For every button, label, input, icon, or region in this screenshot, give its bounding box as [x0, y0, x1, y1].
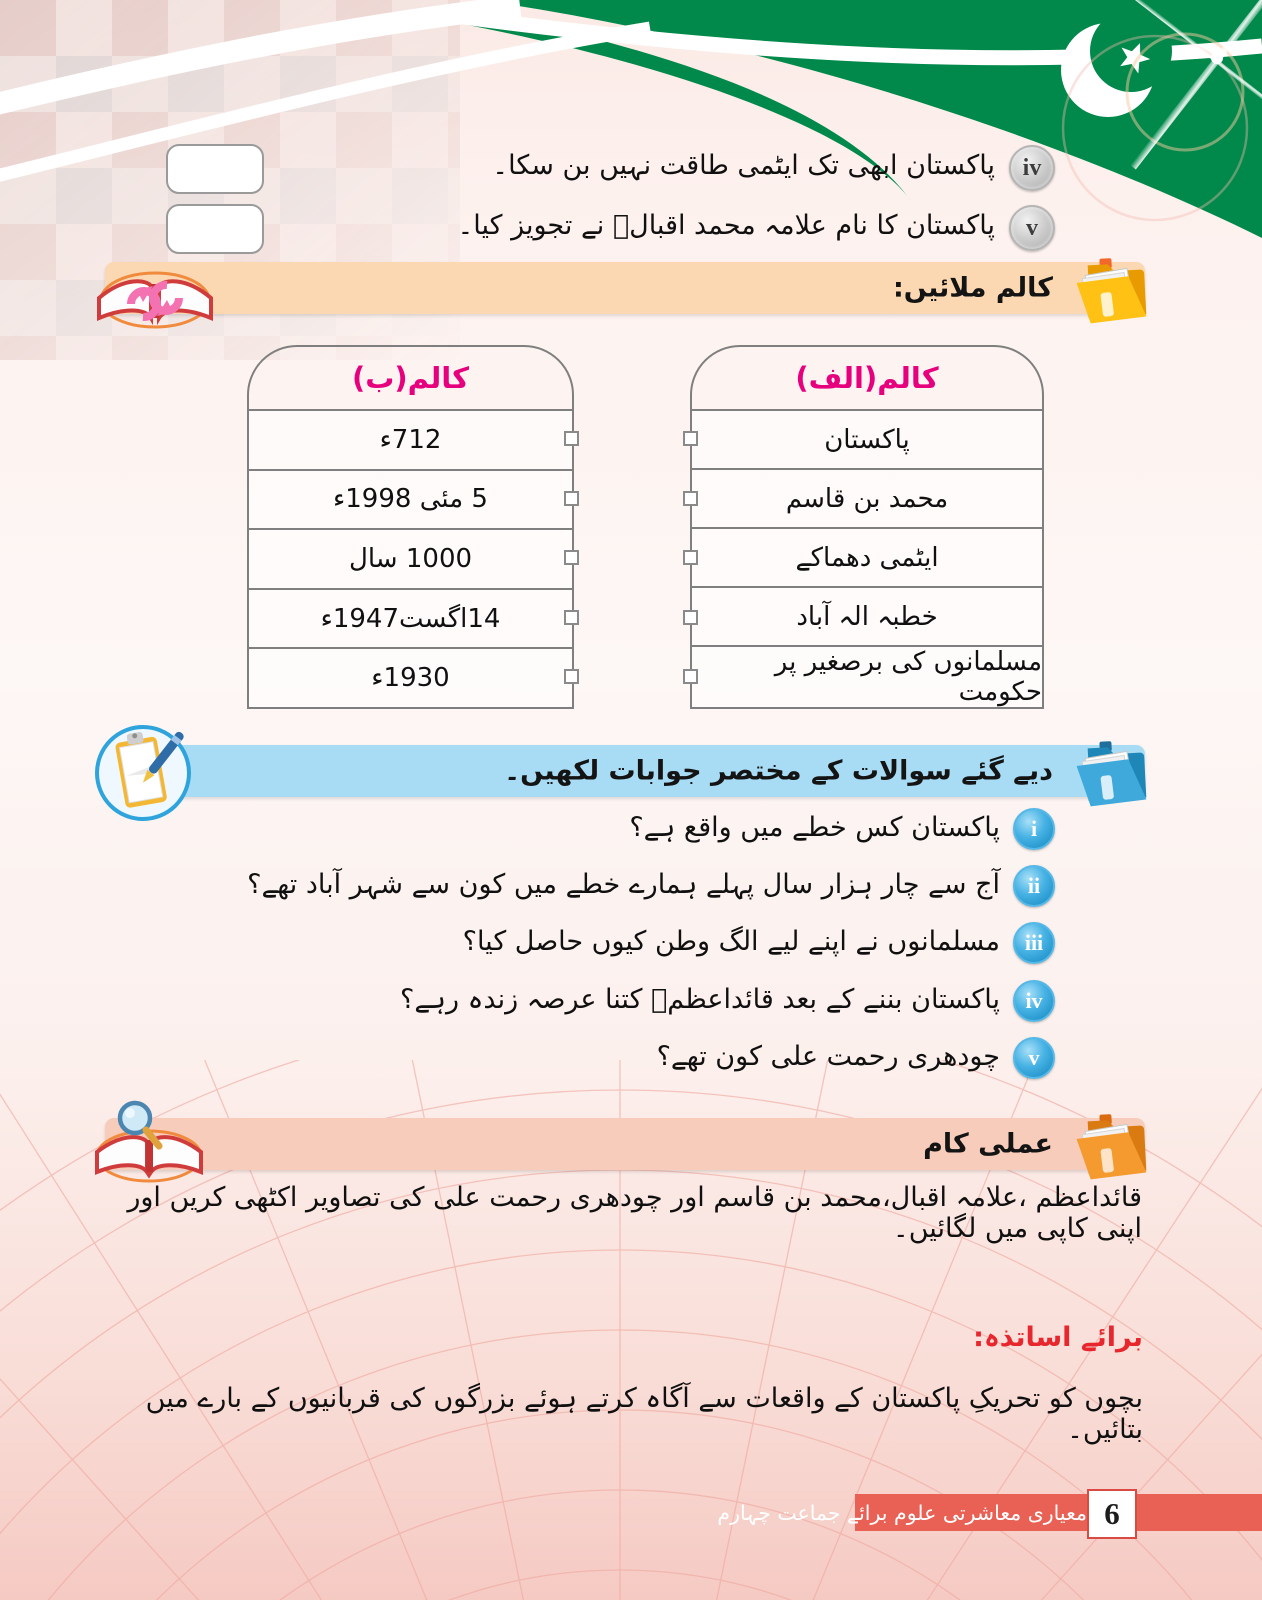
book-swap-icon [85, 248, 221, 334]
match-connector-b-4[interactable] [564, 610, 579, 625]
match-connector-a-5[interactable] [683, 669, 698, 684]
practical-work-text: قائداعظم ،علامہ اقبال،محمد بن قاسم اور چودھری رحمت علی کی تصاویر اکٹھی کریں اور اپنی کاپی میں لگائیں۔ [127, 1182, 1142, 1244]
column-b-header: کالم(ب) [351, 361, 470, 395]
statement-text-iv: پاکستان ابھی تک ایٹمی طاقت نہیں بن سکا۔ [492, 150, 995, 181]
column-b-row: 1930ء [249, 647, 572, 707]
question-number-iv: iv [1013, 980, 1055, 1022]
match-connector-b-1[interactable] [564, 431, 579, 446]
column-a-row: خطبہ الہ آباد [692, 586, 1042, 645]
statement-number-v: v [1009, 205, 1055, 251]
question-text-ii: آج سے چار ہزار سال پہلے ہمارے خطے میں کون سے شہر آباد تھے؟ [247, 869, 1000, 900]
column-a-table [690, 345, 1044, 709]
book-magnifier-icon [83, 1092, 213, 1188]
practical-work-banner-label: عملی کام [923, 1128, 1053, 1160]
column-b-row: 5 مئی 1998ء [249, 469, 572, 529]
page-number: 6 [1087, 1489, 1137, 1539]
for-teachers-heading: برائے اساتذہ: [973, 1322, 1143, 1353]
short-questions-banner-label: دیے گئے سوالات کے مختصر جوابات لکھیں۔ [504, 755, 1053, 787]
column-a-header: کالم(الف) [795, 361, 939, 395]
column-a-row: مسلمانوں کی برصغیر پر حکومت [692, 645, 1042, 707]
answer-box-v[interactable] [166, 204, 264, 254]
for-teachers-text: بچوں کو تحریکِ پاکستان کے واقعات سے آگاہ کرتے ہوئے بزرگوں کی قربانیوں کے بارے میں بتائیں۔ [145, 1383, 1143, 1445]
question-text-iv: پاکستان بننے کے بعد قائداعظمؒ کتنا عرصہ زندہ رہے؟ [400, 984, 1000, 1015]
statement-number-iv: iv [1009, 145, 1055, 191]
column-a-row: پاکستان [692, 409, 1042, 468]
question-number-ii: ii [1013, 865, 1055, 907]
column-b-row: 1000 سال [249, 528, 572, 588]
match-columns-banner [105, 262, 1145, 314]
match-connector-b-2[interactable] [564, 491, 579, 506]
match-connector-b-3[interactable] [564, 550, 579, 565]
clipboard-pen-icon [91, 721, 195, 825]
match-connector-a-1[interactable] [683, 431, 698, 446]
match-connector-b-5[interactable] [564, 669, 579, 684]
question-text-iii: مسلمانوں نے اپنے لیے الگ وطن کیوں حاصل کیا؟ [462, 926, 1000, 957]
answer-box-iv[interactable] [166, 144, 264, 194]
match-connector-a-4[interactable] [683, 610, 698, 625]
column-a-row: محمد بن قاسم [692, 468, 1042, 527]
question-number-iii: iii [1013, 922, 1055, 964]
match-columns-banner-label: کالم ملائیں: [892, 272, 1053, 304]
question-number-i: i [1013, 808, 1055, 850]
column-a-row: ایٹمی دھماکے [692, 527, 1042, 586]
footer-bar [717, 1494, 1262, 1531]
practical-work-banner [105, 1118, 1145, 1170]
folder-yellow-icon [1071, 254, 1159, 324]
match-connector-a-2[interactable] [683, 491, 698, 506]
statement-text-v: پاکستان کا نام علامہ محمد اقبالؒ نے تجویز کیا۔ [457, 210, 995, 241]
folder-orange-icon [1071, 1110, 1159, 1180]
footer-book-title: معیاری معاشرتی علوم برائے جماعت چہارم [717, 1500, 1087, 1525]
short-questions-banner [105, 745, 1145, 797]
column-b-row: 712ء [249, 409, 572, 469]
column-b-table [247, 345, 574, 709]
question-text-v: چودھری رحمت علی کون تھے؟ [656, 1041, 1000, 1072]
match-connector-a-3[interactable] [683, 550, 698, 565]
folder-blue-icon [1071, 737, 1159, 807]
question-text-i: پاکستان کس خطے میں واقع ہے؟ [629, 812, 1000, 843]
column-b-row: 14اگست1947ء [249, 588, 572, 648]
question-number-v: v [1013, 1037, 1055, 1079]
